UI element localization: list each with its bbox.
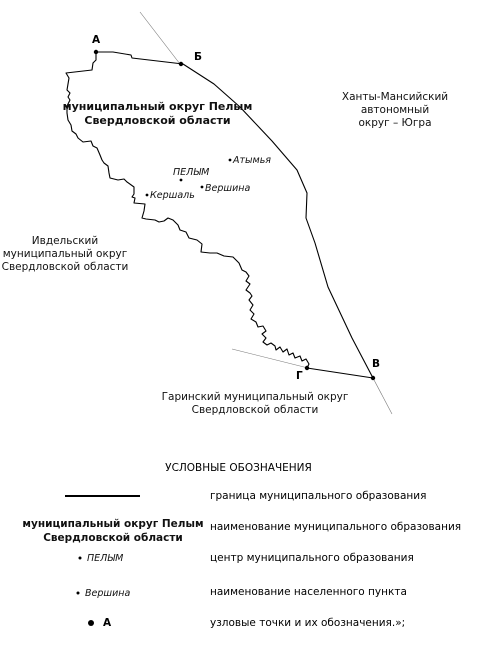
node-point-v bbox=[371, 376, 375, 380]
settlement-label-vershina: Вершина bbox=[205, 183, 251, 194]
region-name-khmao: Ханты-Мансийский автономный округ – Югра bbox=[341, 91, 449, 129]
settlement-label-kershal: Кершаль bbox=[150, 190, 195, 201]
legend-settlement-dot bbox=[77, 592, 80, 595]
settlement-point-kershal bbox=[146, 194, 149, 197]
district-name-garinsky: Гаринский муниципальный округ Свердловской области bbox=[161, 391, 349, 416]
legend-node-dot bbox=[88, 620, 94, 626]
legend-text-boundary: граница муниципального образования bbox=[210, 490, 427, 502]
district-name-pelym: муниципальный округ Пелым Свердловской области bbox=[62, 100, 253, 127]
settlement-point-atymya bbox=[229, 159, 232, 162]
legend-text-center: центр муниципального образования bbox=[210, 552, 414, 564]
settlement-point-pelym bbox=[180, 179, 183, 182]
legend-sample-center: ПЕЛЫМ bbox=[87, 553, 124, 564]
legend-sample-settlement: Вершина bbox=[85, 588, 131, 599]
node-label-a: А bbox=[92, 34, 101, 46]
node-point-b bbox=[179, 62, 183, 66]
boundary-extension-ne bbox=[140, 12, 180, 64]
legend-sample-node: А bbox=[103, 617, 112, 629]
node-label-v: В bbox=[372, 358, 381, 370]
boundary-extension-se bbox=[373, 378, 392, 414]
boundary-extension-sw bbox=[232, 349, 308, 368]
node-label-g: Г bbox=[296, 370, 303, 382]
node-point-g bbox=[305, 366, 309, 370]
node-point-a bbox=[94, 50, 98, 54]
legend-center-dot bbox=[79, 557, 82, 560]
legend-title: УСЛОВНЫЕ ОБОЗНАЧЕНИЯ bbox=[165, 462, 312, 474]
legend-text-district-name: наименование муниципального образования bbox=[210, 521, 462, 533]
legend-sample-district-name: муниципальный округ Пелым Свердловской области bbox=[22, 518, 204, 544]
legend-text-node: узловые точки и их обозначения.»; bbox=[210, 617, 406, 629]
settlement-point-vershina bbox=[201, 186, 204, 189]
district-name-ivdel: Ивдельский муниципальный округ Свердловской области bbox=[1, 235, 129, 273]
legend-text-settlement: наименование населенного пункта bbox=[210, 586, 407, 598]
settlement-label-atymya: Атымья bbox=[233, 155, 272, 166]
node-label-b: Б bbox=[194, 51, 203, 63]
settlement-label-pelym: ПЕЛЫМ bbox=[173, 167, 210, 178]
